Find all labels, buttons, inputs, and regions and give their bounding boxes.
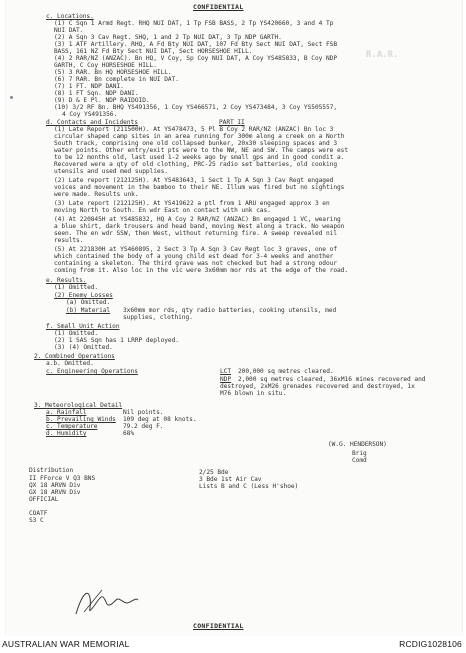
signatory-rank: Brig [352, 450, 367, 457]
part-label: PART II [219, 119, 245, 126]
met-label: d. Humidity [46, 430, 87, 437]
loc-line: NUI DAT. [54, 27, 84, 34]
enemy-losses-b-label: (b) Material [66, 307, 111, 314]
enemy-losses-label: (2) Enemy Losses [54, 292, 113, 299]
contact-line: were made. Results unk. [54, 191, 139, 198]
contact-line: coming from it. Also loc in the vic were 3x60mm mor rds at the edge of the road. [54, 267, 349, 274]
engineering-label: c. Engineering Operations [46, 368, 138, 375]
met-value: Nil points. [123, 409, 164, 416]
distribution-line: COATF [29, 510, 48, 517]
margin-dot [10, 96, 13, 99]
section-e-title: e. Results. [46, 277, 87, 284]
enemy-losses-b-text: supplies, clothing. [123, 314, 193, 321]
enemy-losses-b-text: 3x60mm mor rds, qty radio batteries, cooking utensils, med [123, 307, 337, 314]
met-label: c. Temperature [46, 423, 98, 430]
ndp-text: 2,000 sq metres cleared, 36xM16 mines recovered and [238, 376, 426, 383]
contact-line: South track, comprising one old collapsed bunker, 20x30 sleeping spaces and 3 [54, 140, 337, 147]
loc-line: (1) C Sqn 1 Armd Regt. RHQ NUI DAT, 1 Tp FSB BASS, 2 Tp YS420660, 3 and 4 Tp [54, 20, 334, 27]
ghost-watermark: R.A.R. [366, 50, 399, 60]
document-page [6, 0, 462, 636]
sua-line: (1) Omitted. [54, 330, 99, 337]
contact-line: (2) Late report (212125H). At YS483643, 1 Sect 1 Tp A Sqn 3 Cav Regt engaged [54, 177, 334, 184]
ndp-label: NDP [220, 376, 232, 383]
section-3-title: 3. Meteorological Detail [34, 402, 123, 409]
distribution-right-line: Lists B and C (Less H'shoe) [199, 483, 299, 490]
contact-line: voices and movement in the bamboo to their NE. Illum was fired but no sightings [54, 184, 345, 191]
loc-line: (9) D & E Pl. NDP RAIDOID. [54, 97, 150, 104]
contact-line: utensils and used med supplies. [54, 168, 168, 175]
met-label: b. Prevailing Winds [46, 416, 116, 423]
distribution-right-line: 3 Bde 1st Air Cav [199, 476, 262, 483]
header-classification: CONFIDENTIAL [193, 3, 244, 11]
handwritten-signature [72, 584, 142, 620]
loc-line: (6) 7 RAR. Bn complete in NUI DAT. [54, 76, 179, 83]
ndp-text: destroyed, 2xM26 grenades recovered and destroyed, 1x [220, 383, 415, 390]
contact-line: moving North to South. En wdr East on contact with unk cas. [54, 207, 271, 214]
loc-line: (2) A Sqn 3 Cav Regt. SHQ, 1 and 2 Tp NUI DAT, 3 Tp NDP GARTH. [54, 34, 282, 41]
loc-line: (5) 3 RAR. Bn HQ HORSESHOE HILL. [54, 69, 172, 76]
contact-line: a blue shirt, dark trousers and head band, moving West along a track. No weapon [54, 223, 345, 230]
contact-line: (3) Late report (212125H). At YS419622 a ptl from 1 ARU engaged approx 3 en [54, 200, 330, 207]
lct-label: LCT [220, 368, 232, 375]
contact-line: to be 12 months old, last used 1-2 weeks ago by small gps and in good condit a. [54, 154, 345, 161]
distribution-line: QX 18 ARVN Div [29, 482, 81, 489]
loc-line: (3) 1 ATF Artillery. RHQ, A Fd Bty NUI DAT, 107 Fd Bty Sect NUI DAT, Sect FSB [54, 41, 337, 48]
met-value: 109 deg at 08 knots. [123, 416, 197, 423]
contact-line: circular shaped camp sites in an area running for 300m along a creek on a North [54, 133, 345, 140]
contact-line: which contained the body of a young child est dead for 3-4 weeks and another [54, 253, 334, 260]
contact-line: (5) At 221830H at YS460895, 2 Sect 3 Tp A Sqn 3 Cav Regt loc 3 graves, one of [54, 246, 337, 253]
archive-footer-bar [0, 636, 466, 653]
signatory-appointment: Comd [352, 457, 367, 464]
met-value: 68% [123, 430, 135, 437]
met-value: 79.2 deg F. [123, 423, 164, 430]
section-f-title: f. Small Unit Action [46, 323, 120, 330]
contact-line: seen. The en wdr SSW, then West, without returning fire. A sweep revealed nil [54, 230, 337, 237]
distribution-line: S3 C [29, 517, 44, 524]
met-label: a. Rainfall [46, 409, 87, 416]
section-2-title: 2. Combined Operations [34, 353, 115, 360]
sua-line: (2) 1 SAS Sqn has 1 LRRP deployed. [54, 337, 179, 344]
archive-name: AUSTRALIAN WAR MEMORIAL [2, 639, 130, 649]
loc-line: BASS, 161 NZ Fd Bty Sect NUI DAT, Sect HORSESHOE HILL. [54, 48, 253, 55]
own-losses: (1) Omitted. [54, 284, 99, 291]
loc-line: (8) 1 FT Sqn. NDP DANI. [54, 90, 139, 97]
contact-line: Recovered were a qty of old clothing, PRC-25 radio set batteries, old cooking [54, 161, 337, 168]
distribution-line: II FForce V Q3 BNS [29, 475, 96, 482]
loc-line: (10) 3/2 RF Bn. BHQ YS491356, 1 Coy YS466571, 2 Coy YS473484, 3 Coy YS505557, [54, 104, 337, 111]
lct-text: 200,000 sq metres cleared. [238, 368, 334, 375]
distribution-line: GX 18 ARVN Div [29, 489, 81, 496]
distribution-title: Distribution [29, 467, 74, 474]
loc-line: 4 Coy YS491356. [62, 111, 118, 118]
ndp-text: M76 blown in situ. [220, 390, 287, 397]
contact-line: water points. Other entry/exit pts were to the NW, NE and SW. The camps were est [54, 147, 349, 154]
contact-line: results. [54, 237, 84, 244]
signatory-name: (W.G. HENDERSON) [328, 441, 387, 448]
loc-line: GARTH, C Coy HORSESHOE HILL. [54, 62, 157, 69]
footer-classification: CONFIDENTIAL [193, 622, 244, 630]
loc-line: (7) 1 FT. NDP DANI. [54, 83, 124, 90]
enemy-losses-a: (a) Omitted. [66, 299, 111, 306]
distribution-right-line: 2/25 Bde [199, 469, 229, 476]
archive-reference: RCDIG1028106 [399, 639, 462, 649]
sua-line: (3) (4) Omitted. [54, 344, 113, 351]
distribution-line: OFFICIAL [29, 496, 59, 503]
contact-line: (4) At 220845H at YS485832, HQ A Coy 2 RAR/NZ (ANZAC) Bn engaged 1 VC, wearing [54, 216, 341, 223]
section-d-title: d. Contacts and Incidents [46, 119, 138, 126]
combined-ab: a.b. Omitted. [46, 360, 94, 367]
loc-line: (4) 2 RAR/NZ (ANZAC). Bn HQ, V Coy, Sp Coy NUI DAT, A Coy YS485833, B Coy NDP [54, 55, 337, 62]
contact-line: (1) Late Report (211500H). At YS478473, 5 Pl B Coy 2 RAR/NZ (ANZAC) Bn loc 3 [54, 126, 334, 133]
contact-line: containing a skeleton. The third grave was not checked but had a strong odour [54, 260, 337, 267]
section-c-title: c. Locations. [46, 13, 94, 20]
